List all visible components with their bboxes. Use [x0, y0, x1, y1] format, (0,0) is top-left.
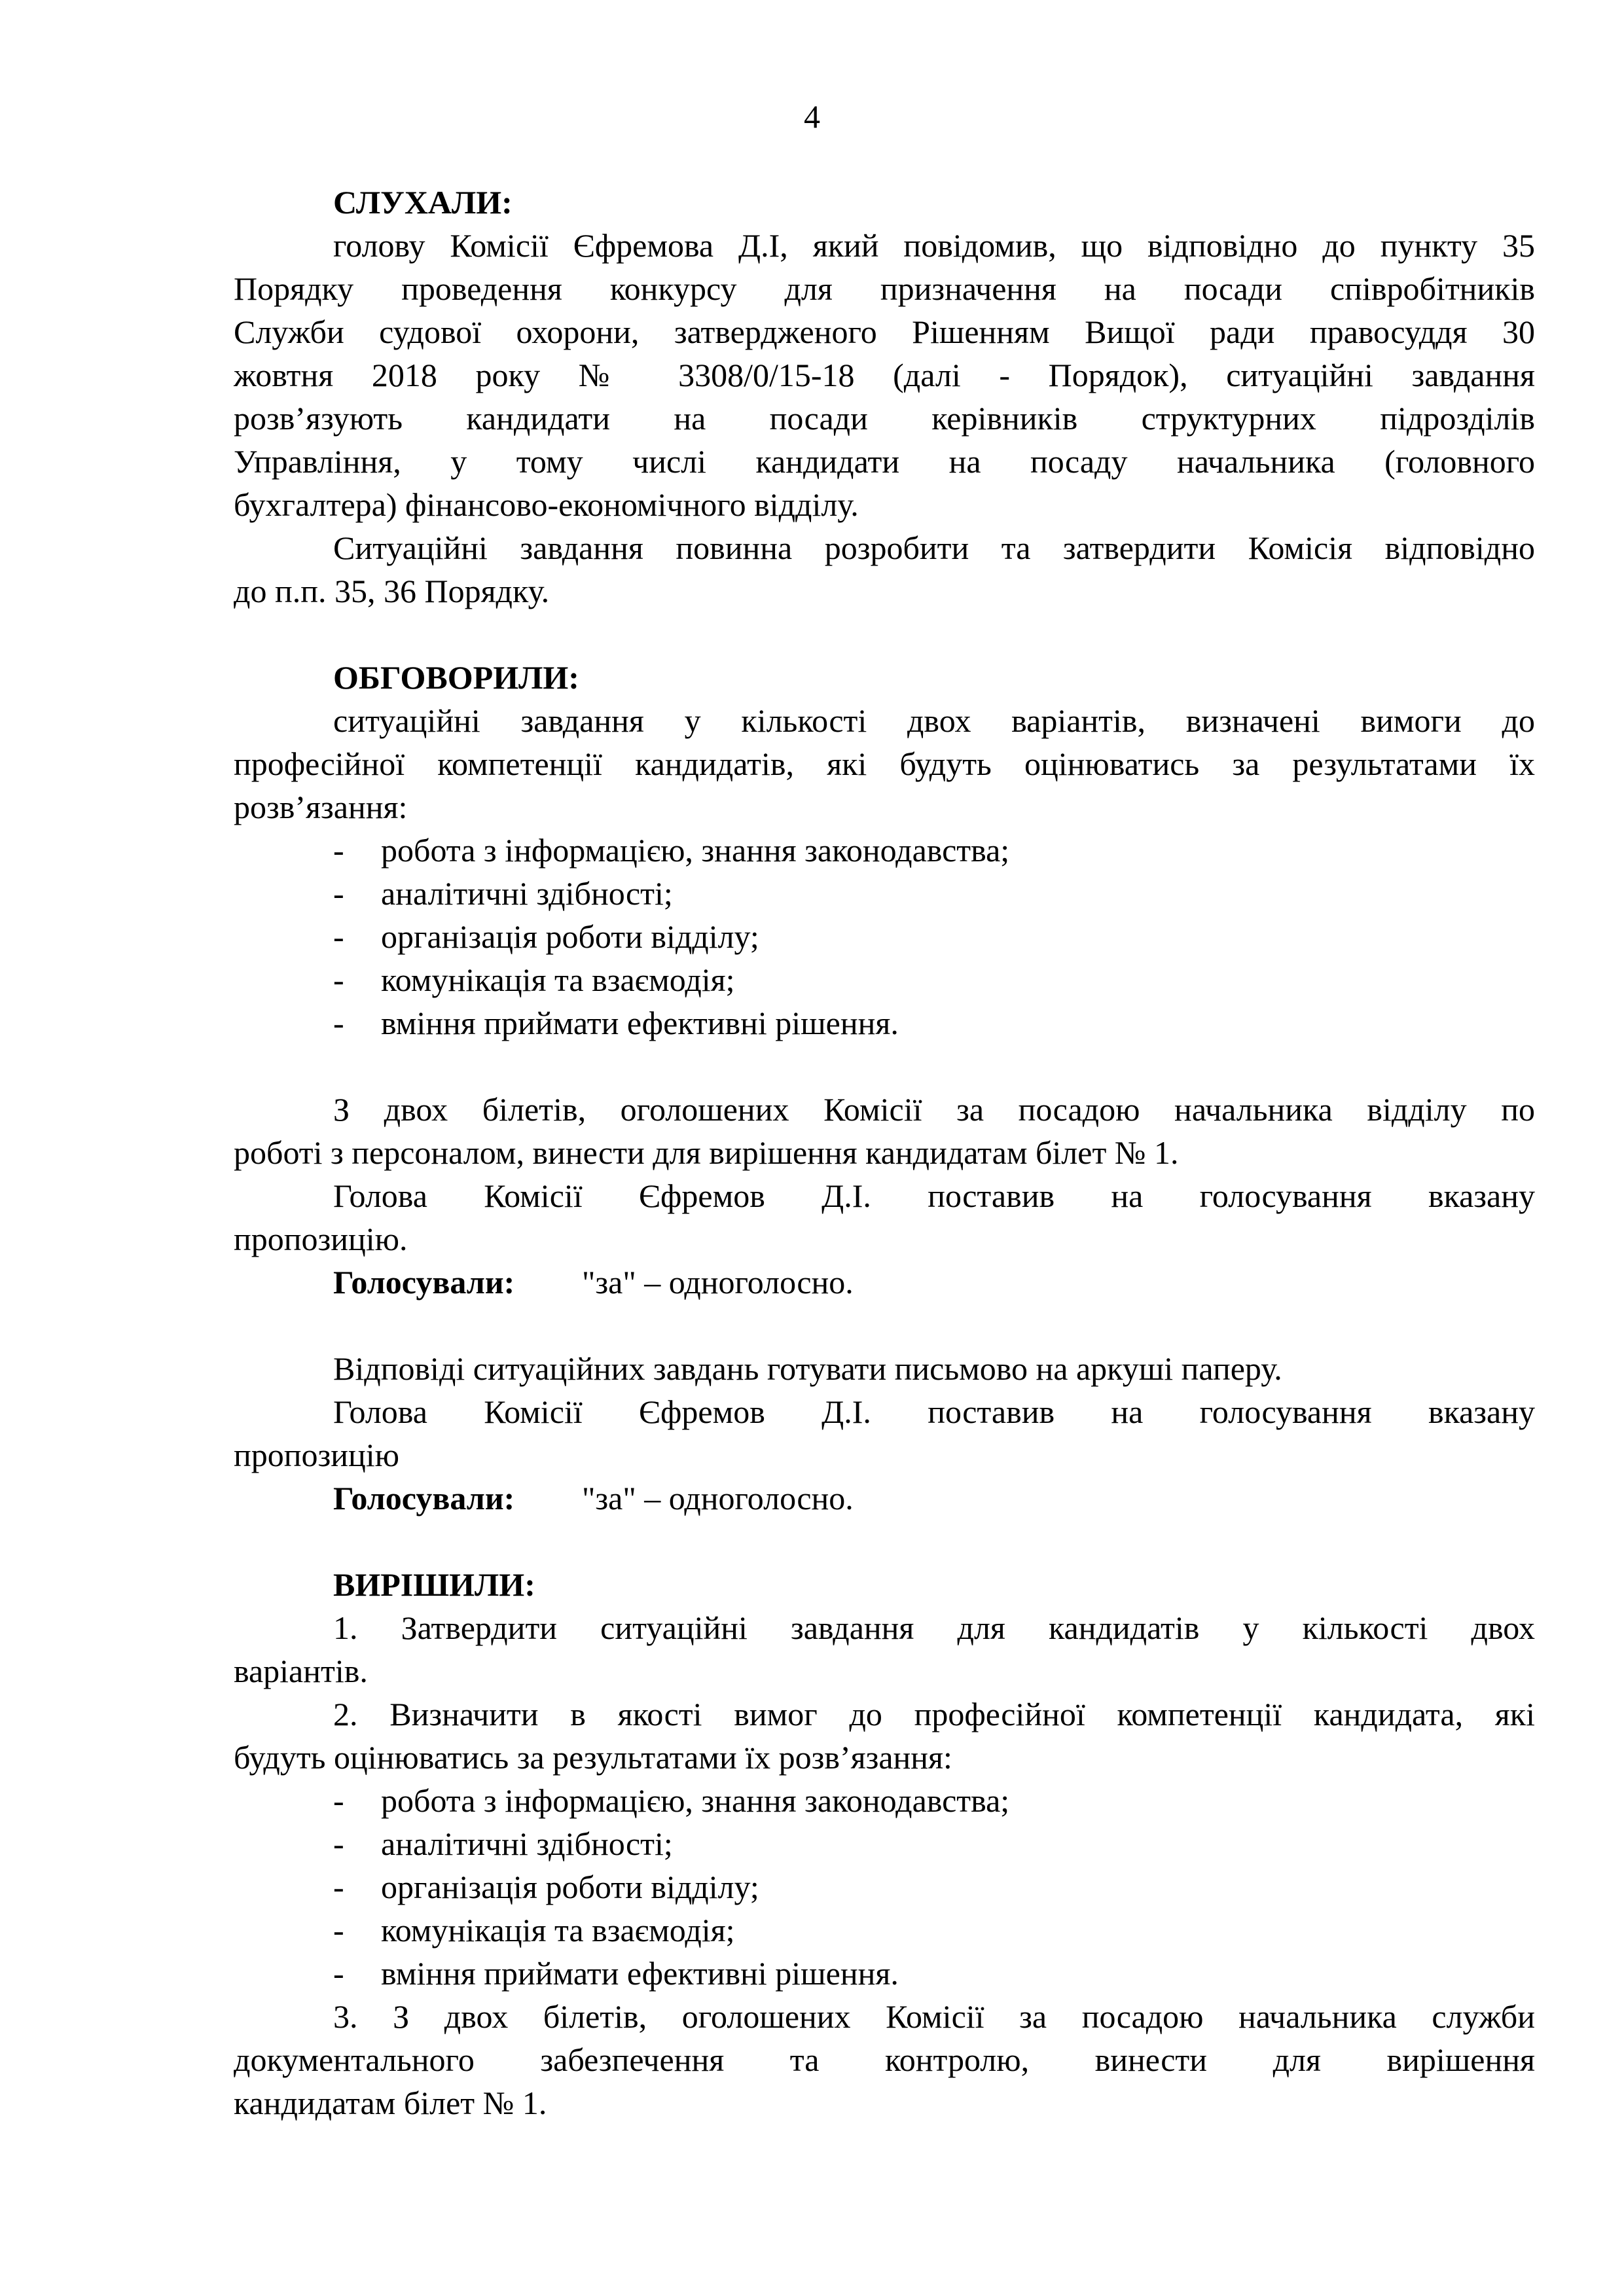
list-item-text: аналітичні здібності; — [381, 875, 673, 912]
vote-value: "за" – одноголосно. — [582, 1264, 854, 1300]
paragraph-line: Ситуаційні завдання повинна розробити та затвердити Комісія відповідно — [333, 529, 1535, 566]
paragraph-line: голову Комісії Єфремова Д.І, який повідомив, що відповідно до пункту 35 — [333, 227, 1535, 264]
vote-label: Голосували: — [333, 1264, 515, 1300]
list-item: - організація роботи відділу; — [234, 915, 1535, 958]
list-item: - комунікація та взаємодія; — [234, 1909, 1535, 1952]
paragraph-line: 1. Затвердити ситуаційні завдання для кандидатів у кількості двох — [333, 1609, 1535, 1646]
list-item-text: організація роботи відділу; — [381, 918, 759, 955]
paragraph-line: варіантів. — [234, 1653, 368, 1689]
paragraph-line: розв’язання: — [234, 789, 408, 825]
paragraph-line: Голова Комісії Єфремов Д.І. поставив на голосування вказану — [333, 1393, 1535, 1430]
list-item: - комунікація та взаємодія; — [234, 958, 1535, 1001]
section-heading-vyrishyly: ВИРІШИЛИ: — [333, 1566, 535, 1603]
paragraph-line: Голова Комісії Єфремов Д.І. поставив на голосування вказану — [333, 1177, 1535, 1214]
paragraph-line: Служби судової охорони, затвердженого Рішенням Вищої ради правосуддя 30 — [234, 314, 1535, 350]
list-item-text: вміння приймати ефективні рішення. — [381, 1955, 899, 1992]
paragraph-line: розв’язують кандидати на посади керівників структурних підрозділів — [234, 400, 1535, 437]
paragraph-line: пропозицію. — [234, 1221, 408, 1257]
paragraph-line: документального забезпечення та контролю, винести для вирішення — [234, 2041, 1535, 2078]
list-item: - аналітичні здібності; — [234, 1822, 1535, 1865]
paragraph-line: 2. Визначити в якості вимог до професійної компетенції кандидата, які — [333, 1696, 1535, 1732]
paragraph-line: Управління, у тому числі кандидати на посаду начальника (головного — [234, 443, 1535, 480]
list-item: - робота з інформацією, знання законодавства; — [234, 829, 1535, 872]
list-item: - вміння приймати ефективні рішення. — [234, 1001, 1535, 1045]
list-item-text: робота з інформацією, знання законодавства; — [381, 1782, 1010, 1819]
list-item-text: комунікація та взаємодія; — [381, 1912, 735, 1948]
section-heading-obhovoryly: ОБГОВОРИЛИ: — [333, 659, 579, 696]
document-body — [234, 181, 1535, 2125]
page-number: 4 — [804, 98, 820, 135]
vote-value: "за" – одноголосно. — [582, 1480, 854, 1516]
section-heading-slukhaly: СЛУХАЛИ: — [333, 184, 513, 221]
paragraph-line: професійної компетенції кандидатів, які будуть оцінюватись за результатами їх — [234, 745, 1535, 782]
paragraph-line: Порядку проведення конкурсу для призначення на посади співробітників — [234, 270, 1535, 307]
list-item-text: комунікація та взаємодія; — [381, 961, 735, 998]
paragraph-line: ситуаційні завдання у кількості двох варіантів, визначені вимоги до — [333, 702, 1535, 739]
paragraph-line: бухгалтера) фінансово-економічного відділу. — [234, 486, 859, 523]
list-item: - аналітичні здібності; — [234, 872, 1535, 915]
paragraph-line: З двох білетів, оголошених Комісії за посадою начальника відділу по — [333, 1091, 1535, 1128]
paragraph-line: жовтня 2018 року № 3308/0/15-18 (далі - Порядок), ситуаційні завдання — [234, 357, 1535, 393]
vote-line — [234, 1261, 1535, 1304]
list-item-text: аналітичні здібності; — [381, 1825, 673, 1862]
list-item: - організація роботи відділу; — [234, 1865, 1535, 1909]
list-item: - вміння приймати ефективні рішення. — [234, 1952, 1535, 1995]
paragraph-line: пропозицію — [234, 1437, 400, 1473]
paragraph-line: будуть оцінюватись за результатами їх розв’язання: — [234, 1739, 952, 1776]
list-item-text: робота з інформацією, знання законодавства; — [381, 832, 1010, 869]
paragraph-line: роботі з персоналом, винести для вирішення кандидатам білет № 1. — [234, 1134, 1179, 1171]
list-item: - робота з інформацією, знання законодавства; — [234, 1779, 1535, 1822]
paragraph-line: кандидатам білет № 1. — [234, 2085, 547, 2121]
paragraph-line: Відповіді ситуаційних завдань готувати письмово на аркуші паперу. — [333, 1350, 1282, 1387]
list-item-text: вміння приймати ефективні рішення. — [381, 1005, 899, 1041]
vote-label: Голосували: — [333, 1480, 515, 1516]
list-item-text: організація роботи відділу; — [381, 1869, 759, 1905]
paragraph-line: до п.п. 35, 36 Порядку. — [234, 573, 550, 609]
vote-line — [234, 1477, 1535, 1520]
paragraph-line: 3. З двох білетів, оголошених Комісії за посадою начальника служби — [333, 1998, 1535, 2035]
